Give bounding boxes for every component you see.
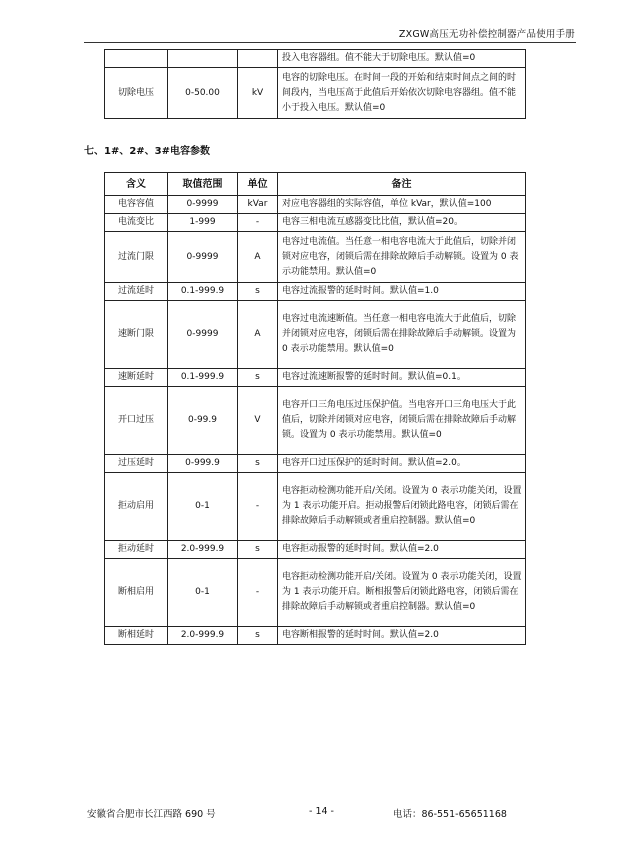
param-unit: s <box>238 455 278 473</box>
param-unit <box>238 50 278 68</box>
section-title: 七、1#、2#、3#电容参数 <box>84 146 211 157</box>
param-range: 2.0-999.9 <box>168 541 238 559</box>
table-row <box>105 559 526 627</box>
param-note: 电容过电流值。当任意一相电容电流大于此值后，切除并闭锁对应电容，闭锁后需在排除故障后手动解锁。设置为 0 表示功能禁用。默认值=0 <box>278 232 526 283</box>
param-note: 对应电容器组的实际容值，单位 kVar，默认值=100 <box>278 196 526 214</box>
col-header-note: 备注 <box>278 173 526 196</box>
param-unit: - <box>238 559 278 627</box>
param-unit: - <box>238 214 278 232</box>
param-unit: s <box>238 369 278 387</box>
param-range: 0-99.9 <box>168 387 238 455</box>
param-note: 电容拒动报警的延时时间。默认值=2.0 <box>278 541 526 559</box>
table-row <box>105 387 526 455</box>
param-note: 电容的切除电压。在时间一段的开始和结束时间点之间的时间段内，当电压高于此值后开始依次切除电容器组。值不能小于投入电压。默认值=0 <box>278 68 526 119</box>
table-row <box>105 455 526 473</box>
param-note: 电容三相电流互感器变比比值，默认值=20。 <box>278 214 526 232</box>
param-unit: A <box>238 301 278 369</box>
table-row <box>105 627 526 645</box>
table-row <box>105 301 526 369</box>
param-note: 电容拒动检测功能开启/关闭。设置为 0 表示功能关闭，设置为 1 表示功能开启。断相报警后闭锁此路电容，闭锁后需在排除故障后手动解锁或者重启控制器。默认值=0 <box>278 559 526 627</box>
param-unit: s <box>238 627 278 645</box>
param-name: 过流门限 <box>105 232 168 283</box>
param-unit: - <box>238 473 278 541</box>
param-note: 投入电容器组。值不能大于切除电压。默认值=0 <box>278 50 526 68</box>
param-name: 过流延时 <box>105 283 168 301</box>
param-name: 切除电压 <box>105 68 168 119</box>
table-row <box>105 196 526 214</box>
param-name <box>105 50 168 68</box>
table-row <box>105 541 526 559</box>
param-note: 电容开口三角电压过压保护值。当电容开口三角电压大于此值后，切除并闭锁对应电容，闭锁后需在排除故障后手动解锁。设置为 0 表示功能禁用。默认值=0 <box>278 387 526 455</box>
col-header-name: 含义 <box>105 173 168 196</box>
param-unit: A <box>238 232 278 283</box>
param-note: 电容过流报警的延时时间。默认值=1.0 <box>278 283 526 301</box>
table-row <box>105 473 526 541</box>
param-name: 过压延时 <box>105 455 168 473</box>
footer-address: 安徽省合肥市长江西路 690 号 <box>87 809 216 820</box>
table-row <box>105 283 526 301</box>
footer-page-number: - 14 - <box>309 806 334 817</box>
param-name: 开口过压 <box>105 387 168 455</box>
param-name: 断相启用 <box>105 559 168 627</box>
footer-phone: 电话：86-551-65651168 <box>393 809 507 820</box>
table-row <box>105 232 526 283</box>
table-row <box>105 369 526 387</box>
param-name: 拒动延时 <box>105 541 168 559</box>
param-range: 0.1-999.9 <box>168 369 238 387</box>
param-name: 速断门限 <box>105 301 168 369</box>
param-range: 2.0-999.9 <box>168 627 238 645</box>
page-header: ZXGW高压无功补偿控制器产品使用手册 <box>398 29 575 40</box>
param-note: 电容断相报警的延时时间。默认值=2.0 <box>278 627 526 645</box>
param-note: 电容开口过压保护的延时时间。默认值=2.0。 <box>278 455 526 473</box>
table-row <box>105 68 526 119</box>
param-range: 0-999.9 <box>168 455 238 473</box>
table-header-row <box>105 173 526 196</box>
param-range: 0-9999 <box>168 232 238 283</box>
param-range <box>168 50 238 68</box>
capacitor-params-table <box>104 172 526 645</box>
param-note: 电容过流速断报警的延时时间。默认值=0.1。 <box>278 369 526 387</box>
param-name: 电流变比 <box>105 214 168 232</box>
param-note: 电容拒动检测功能开启/关闭。设置为 0 表示功能关闭，设置为 1 表示功能开启。拒动报警后闭锁此路电容，闭锁后需在排除故障后手动解锁或者重启控制器。默认值=0 <box>278 473 526 541</box>
param-range: 0-1 <box>168 473 238 541</box>
param-range: 1-999 <box>168 214 238 232</box>
table-continued <box>104 49 526 119</box>
param-unit: V <box>238 387 278 455</box>
param-name: 电容容值 <box>105 196 168 214</box>
param-unit: kV <box>238 68 278 119</box>
param-range: 0-9999 <box>168 196 238 214</box>
col-header-unit: 单位 <box>238 173 278 196</box>
param-range: 0-9999 <box>168 301 238 369</box>
table-row <box>105 214 526 232</box>
param-note: 电容过电流速断值。当任意一相电容电流大于此值后，切除并闭锁对应电容，闭锁后需在排除故障后手动解锁。设置为 0 表示功能禁用。默认值=0 <box>278 301 526 369</box>
header-rule <box>84 42 576 43</box>
param-range: 0-1 <box>168 559 238 627</box>
param-unit: s <box>238 541 278 559</box>
param-name: 速断延时 <box>105 369 168 387</box>
table-row <box>105 50 526 68</box>
param-unit: kVar <box>238 196 278 214</box>
param-range: 0-50.00 <box>168 68 238 119</box>
col-header-range: 取值范围 <box>168 173 238 196</box>
param-range: 0.1-999.9 <box>168 283 238 301</box>
param-unit: s <box>238 283 278 301</box>
param-name: 拒动启用 <box>105 473 168 541</box>
param-name: 断相延时 <box>105 627 168 645</box>
table-body <box>105 196 526 645</box>
